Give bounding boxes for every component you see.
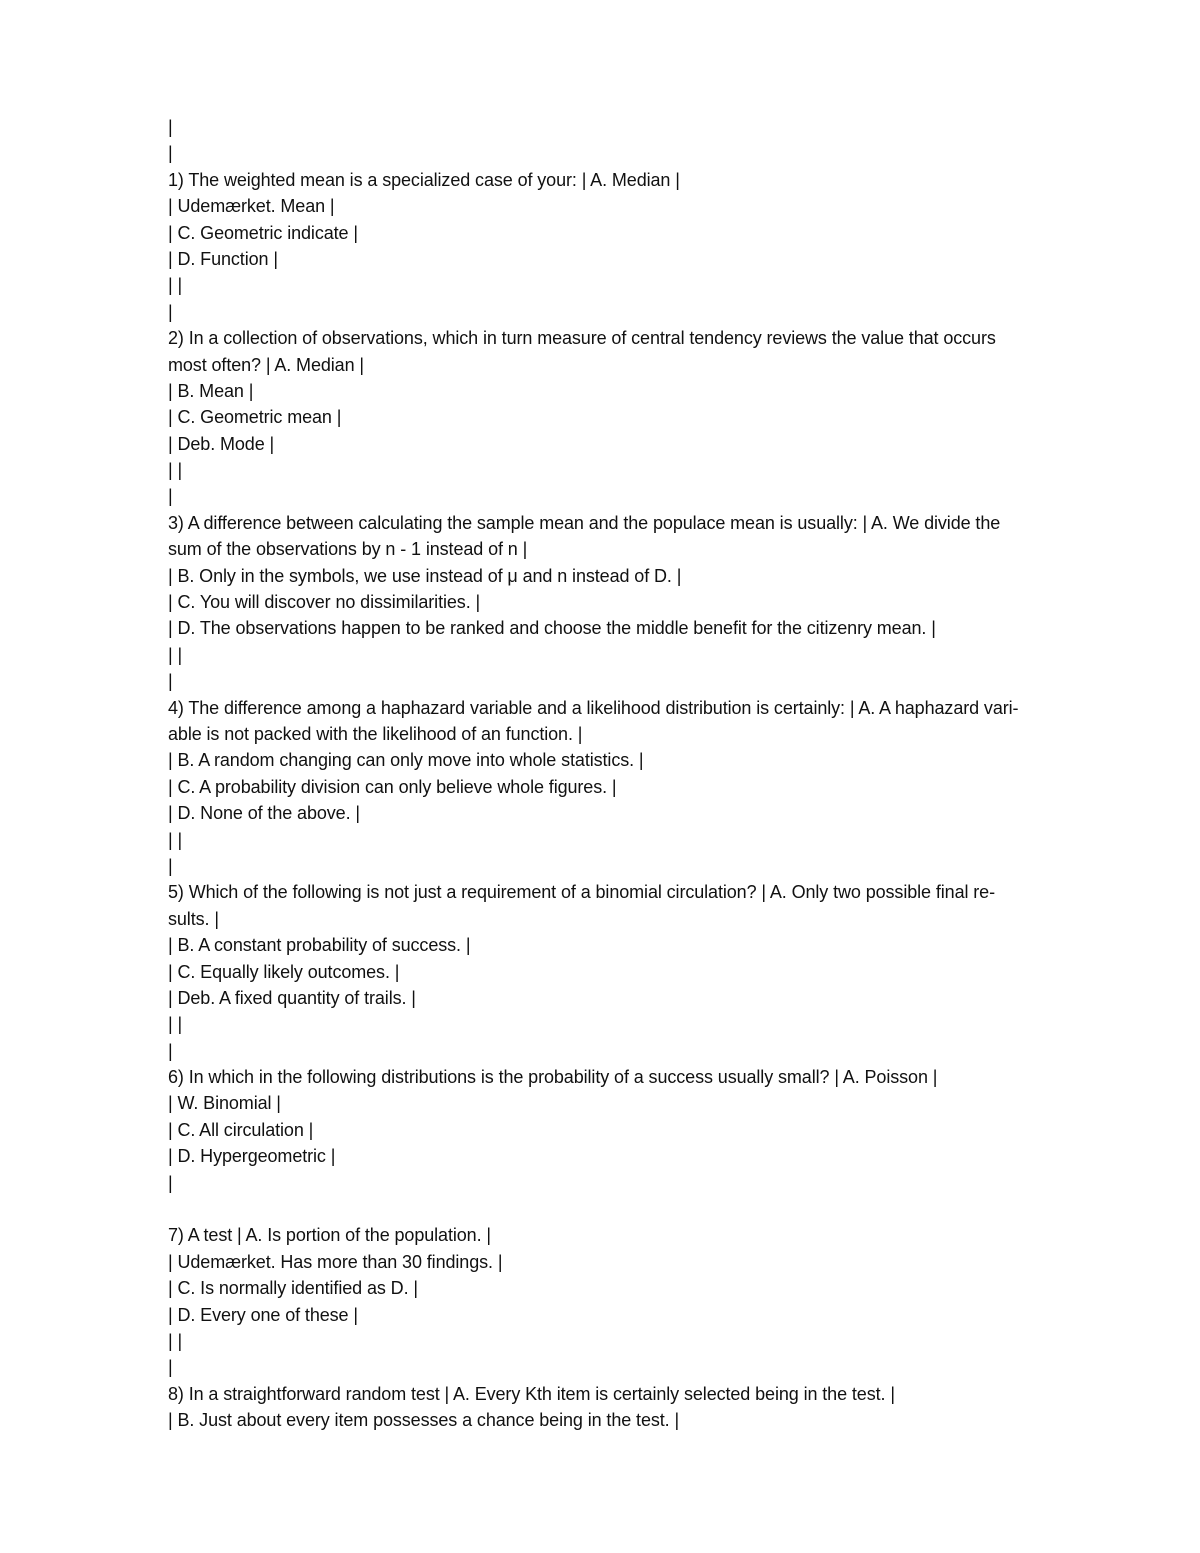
- answer-option-line: | B. Mean |: [168, 380, 254, 401]
- question-line: 6) In which in the following distributions is the probability of a success usually small? | A. Poisson |: [168, 1067, 938, 1088]
- separator-line: |: [168, 671, 173, 692]
- question-line: 3) A difference between calculating the sample mean and the populace mean is usually: | A. We divide the: [168, 512, 1001, 533]
- answer-option-line: | D. The observations happen to be ranked and choose the middle benefit for the citizenry mean. |: [168, 618, 936, 639]
- answer-option-line: | B. Just about every item possesses a chance being in the test. |: [168, 1410, 680, 1431]
- separator-line: |: [168, 1357, 173, 1378]
- answer-option-line: | D. Function |: [168, 248, 278, 269]
- answer-option-line: | C. Equally likely outcomes. |: [168, 961, 400, 982]
- separator-line: |: [168, 1040, 173, 1061]
- text-line: able is not packed with the likelihood of an function. |: [168, 723, 583, 744]
- question-line: 8) In a straightforward random test | A. Every Kth item is certainly selected being in the test. |: [168, 1383, 895, 1404]
- question-line: 7) A test | A. Is portion of the population. |: [168, 1225, 491, 1246]
- answer-option-line: | Udemærket. Has more than 30 findings. |: [168, 1251, 503, 1272]
- answer-option-line: | C. All circulation |: [168, 1119, 314, 1140]
- question-line: 4) The difference among a haphazard variable and a likelihood distribution is certainly: | A. A haphazard vari-: [168, 697, 1019, 718]
- answer-option-line: | B. A random changing can only move into whole statistics. |: [168, 750, 644, 771]
- separator-line: | |: [168, 1014, 183, 1035]
- separator-line: |: [168, 1172, 173, 1193]
- answer-option-line: | C. Is normally identified as D. |: [168, 1278, 418, 1299]
- text-line: most often? | A. Median |: [168, 354, 364, 375]
- answer-option-line: | D. Hypergeometric |: [168, 1146, 336, 1167]
- answer-option-line: | D. None of the above. |: [168, 803, 360, 824]
- answer-option-line: | Deb. A fixed quantity of trails. |: [168, 987, 416, 1008]
- answer-option-line: | Deb. Mode |: [168, 433, 275, 454]
- separator-line: | |: [168, 275, 183, 296]
- answer-option-line: | D. Every one of these |: [168, 1304, 358, 1325]
- separator-line: | |: [168, 829, 183, 850]
- separator-line: |: [168, 117, 173, 137]
- answer-option-line: | C. You will discover no dissimilarities. |: [168, 592, 481, 613]
- question-line: 2) In a collection of observations, which in turn measure of central tendency reviews the value that occurs: [168, 328, 996, 349]
- answer-option-line: | B. A constant probability of success. |: [168, 935, 471, 956]
- separator-line: |: [168, 855, 173, 876]
- answer-option-line: | C. A probability division can only believe whole figures. |: [168, 776, 617, 797]
- text-line: sum of the observations by n - 1 instead of n |: [168, 539, 528, 560]
- question-line: 5) Which of the following is not just a requirement of a binomial circulation? | A. Only two possible final re-: [168, 882, 995, 903]
- answer-option-line: | C. Geometric indicate |: [168, 222, 358, 243]
- document-body: [168, 114, 1108, 1434]
- answer-option-line: | B. Only in the symbols, we use instead of μ and n instead of D. |: [168, 565, 682, 586]
- answer-option-line: | Udemærket. Mean |: [168, 196, 335, 217]
- separator-line: | |: [168, 1330, 183, 1351]
- separator-line: |: [168, 143, 173, 164]
- answer-option-line: | C. Geometric mean |: [168, 407, 342, 428]
- question-line: 1) The weighted mean is a specialized case of your: | A. Median |: [168, 169, 680, 190]
- answer-option-line: | W. Binomial |: [168, 1093, 281, 1114]
- blank-line: [168, 1196, 1108, 1222]
- separator-line: | |: [168, 460, 183, 481]
- separator-line: | |: [168, 644, 183, 665]
- separator-line: |: [168, 301, 173, 322]
- text-line: sults. |: [168, 908, 219, 929]
- separator-line: |: [168, 486, 173, 507]
